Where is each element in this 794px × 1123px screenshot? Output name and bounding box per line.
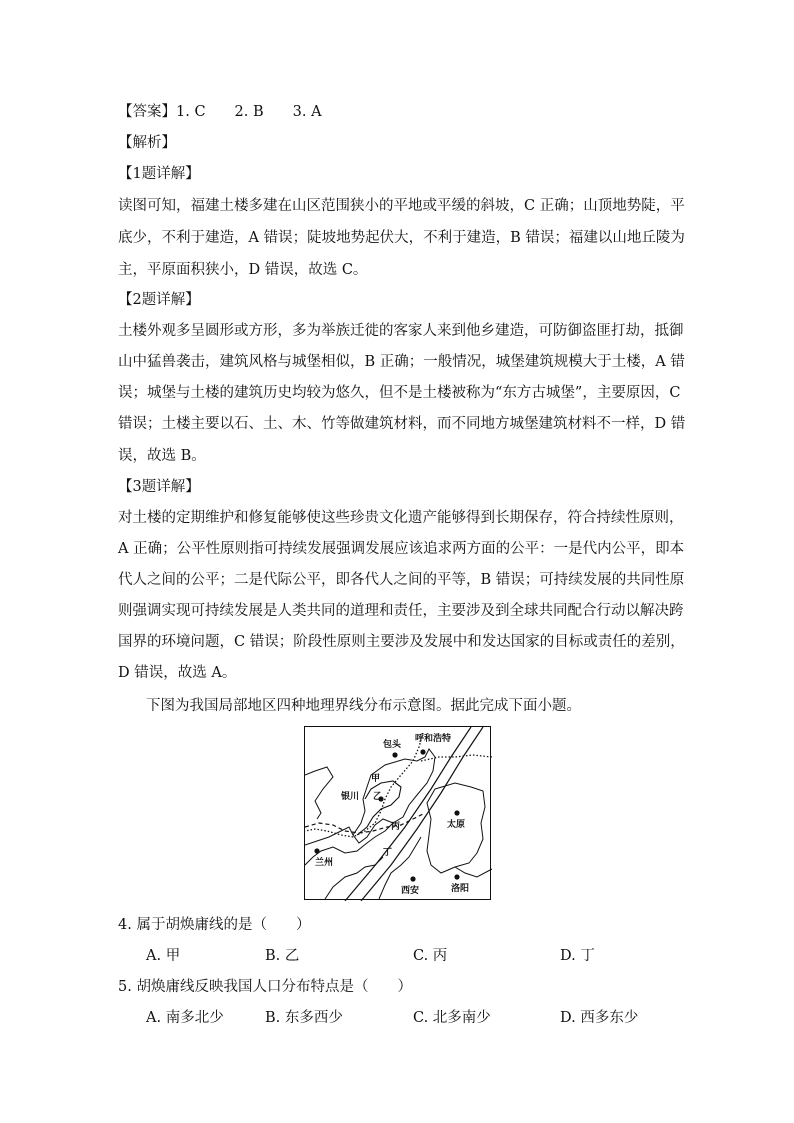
q2-line-5: 误，故选 B。 (118, 448, 206, 464)
q3-line-5: 国界的环境问题，C 错误；阶段性原则主要涉及发展中和发达国家的目标或责任的差别， (118, 634, 685, 650)
city-dot-baotou (392, 752, 397, 757)
question-4-option-a[interactable]: A. 甲 (146, 948, 181, 964)
q1-line-2: 底少，不利于建造，A 错误；陡坡地势起伏大，不利于建造，B 错误；福建以山地丘陵为 (118, 230, 685, 246)
map-svg (305, 727, 492, 901)
province-border-north (305, 767, 333, 819)
line-label-jia: 甲 (371, 774, 381, 784)
answer-items: 1. C 2. B 3. A (176, 104, 322, 120)
city-label-lanzhou: 兰州 (315, 858, 334, 868)
question-4-option-c[interactable]: C. 丙 (413, 948, 448, 964)
q2-line-2: 山中猛兽袭击，建筑风格与城堡相似，B 正确；一般情况，城堡建筑规模大于土楼，A 错 (118, 354, 685, 370)
city-dot-xian (410, 876, 415, 881)
line-label-ding: 丁 (383, 848, 393, 858)
q3-line-4: 则强调实现可持续发展是人类共同的道理和责任，主要涉及到全球共同配合行动以解决跨 (118, 603, 684, 619)
question-4-option-b[interactable]: B. 乙 (265, 948, 300, 964)
city-label-taiyuan: 太原 (447, 820, 466, 830)
city-label-xian: 西安 (401, 886, 420, 896)
q3-line-1: 对土楼的定期维护和修复能够使这些珍贵文化遗产能够得到长期保存，符合持续性原则， (118, 510, 684, 526)
figure-intro: 下图为我国局部地区四种地理界线分布示意图。据此完成下面小题。 (146, 698, 581, 714)
boundary-map (304, 726, 491, 900)
question-5-option-d[interactable]: D. 西多东少 (560, 1010, 639, 1026)
q3-heading: 【3题详解】 (118, 479, 200, 495)
analysis-label: 【解析】 (118, 135, 176, 151)
boundary-line-bing (305, 813, 425, 833)
boundary-line-jia (305, 733, 423, 837)
answer-line (118, 102, 678, 122)
q1-heading: 【1题详解】 (118, 166, 200, 182)
province-border-henan (455, 867, 492, 877)
question-5-stem: 5. 胡焕庸线反映我国人口分布特点是（ ） (118, 979, 412, 995)
q2-line-3: 误；城堡与土楼的建筑历史均较为悠久，但不是土楼被称为“东方古城堡”，主要原因，C (118, 385, 681, 401)
city-label-baotou: 包头 (383, 740, 402, 750)
question-5-option-a[interactable]: A. 南多北少 (146, 1010, 224, 1026)
city-dot-taiyuan (454, 810, 459, 815)
city-dot-luoyang (454, 874, 459, 879)
q2-line-4: 错误；土楼主要以石、土、木、竹等做建筑材料，而不同地方城堡建筑材料不一样，D 错 (118, 416, 686, 432)
city-dot-hohhot (420, 749, 425, 754)
question-5-option-c[interactable]: C. 北多南少 (413, 1010, 491, 1026)
q3-line-3: 代人之间的公平；二是代际公平，即各代人之间的平等，B 错误；可持续发展的共同性原 (118, 572, 685, 588)
province-border-sw (325, 857, 383, 899)
question-5-option-b[interactable]: B. 东多西少 (265, 1010, 343, 1026)
question-4-option-d[interactable]: D. 丁 (560, 948, 595, 964)
line-label-yi: 乙 (373, 792, 383, 802)
q1-line-3: 主，平原面积狭小，D 错误，故选 C。 (118, 262, 368, 278)
q3-line-2: A 正确；公平性原则指可持续发展强调发展应该追求两方面的公平：一是代内公平，即本 (118, 541, 685, 557)
q3-line-6: D 错误，故选 A。 (118, 665, 237, 681)
answer-label: 【答案】 (118, 104, 176, 120)
q2-line-1: 土楼外观多呈圆形或方形，多为举族迁徙的客家人来到他乡建造，可防御盗匪打劫，抵御 (118, 323, 684, 339)
city-label-hohhot: 呼和浩特 (415, 734, 452, 744)
city-label-luoyang: 洛阳 (451, 884, 470, 894)
line-label-bing: 丙 (391, 822, 401, 832)
city-dot-lanzhou (314, 848, 319, 853)
boundary-line-east-dotted (421, 755, 492, 761)
q1-line-1: 读图可知，福建土楼多建在山区范围狭小的平地或平缓的斜坡，C 正确；山顶地势陡，平 (118, 198, 685, 214)
city-label-yinchuan: 银川 (341, 792, 360, 802)
q2-heading: 【2题详解】 (118, 292, 200, 308)
question-4-stem: 4. 属于胡焕庸线的是（ ） (118, 917, 311, 933)
